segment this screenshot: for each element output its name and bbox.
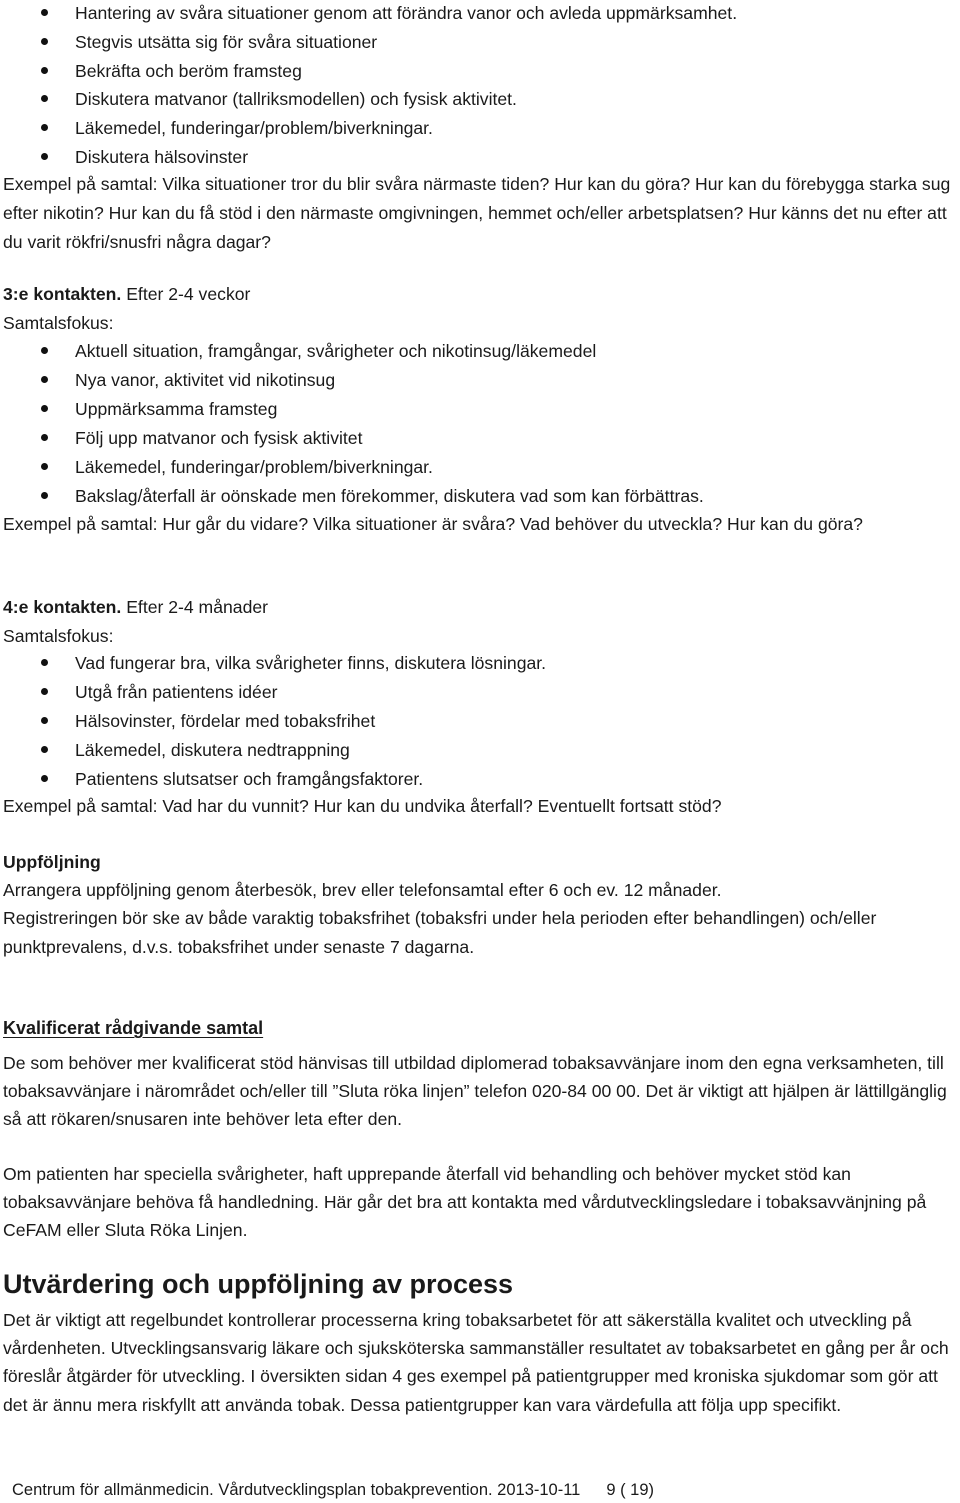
list-item: Bekräfta och beröm framsteg <box>0 57 960 86</box>
qualified-heading: Kvalificerat rådgivande samtal <box>3 1018 264 1038</box>
list-item: Läkemedel, funderingar/problem/biverkningar. <box>0 453 960 482</box>
list-item: Läkemedel, funderingar/problem/biverkningar. <box>0 114 960 143</box>
contact3-label: 3:e kontakten. <box>3 284 122 304</box>
list-item: Följ upp matvanor och fysisk aktivitet <box>0 424 960 453</box>
contact4-bullets <box>0 649 960 794</box>
list-item: Aktuell situation, framgångar, svårigheter och nikotinsug/läkemedel <box>0 337 960 366</box>
page-footer <box>12 1478 654 1502</box>
list-item: Läkemedel, diskutera nedtrappning <box>0 736 960 765</box>
followup-heading: Uppföljning <box>3 852 101 872</box>
list-item: Stegvis utsätta sig för svåra situationer <box>0 28 960 57</box>
contact3-bullets <box>0 337 960 511</box>
session-bullets <box>0 0 960 172</box>
example-conversation-1: Exempel på samtal: Vilka situationer tror du blir svåra närmaste tiden? Hur kan du göra? Hur kan du förebygga starka sug efter nikotin? Hur kan du få stöd i den närmaste omgivningen, hemmet och/eller arbetsplatsen? Hur känns det nu efter att du varit rökfri/snusfri några dagar? <box>3 174 951 252</box>
list-item: Patientens slutsatser och framgångsfaktorer. <box>0 765 960 794</box>
contact3-timing: Efter 2-4 veckor <box>121 284 251 304</box>
contact4-label: 4:e kontakten. <box>3 597 122 617</box>
footer-text: Centrum för allmänmedicin. Vårdutvecklingsplan tobakprevention. 2013-10-11 <box>12 1481 581 1499</box>
followup-line2: Registreringen bör ske av både varaktig tobaksfrihet (tobaksfri under hela perioden efter behandlingen) och/eller punktprevalens, d.v.s. tobaksfrihet under senaste 7 dagarna. <box>3 908 877 957</box>
followup-line1: Arrangera uppföljning genom återbesök, brev eller telefonsamtal efter 6 och ev. 12 månader. <box>3 880 722 900</box>
example-conversation-4: Exempel på samtal: Vad har du vunnit? Hur kan du undvika återfall? Eventuellt fortsatt stöd? <box>3 796 722 816</box>
contact4-heading <box>3 593 960 622</box>
list-item: Diskutera hälsovinster <box>0 143 960 172</box>
list-item: Hälsovinster, fördelar med tobaksfrihet <box>0 707 960 736</box>
list-item: Uppmärksamma framsteg <box>0 395 960 424</box>
qualified-para2: Om patienten har speciella svårigheter, haft upprepande återfall vid behandling och behöver mycket stöd kan tobaksavvänjare behöva få handledning. Här går det bra att kontakta med vårdutvecklingsledare i tobaksavvänjning på CeFAM eller Sluta Röka Linjen. <box>3 1164 927 1241</box>
contact4-focus-label: Samtalsfokus: <box>3 626 114 646</box>
contact3-heading <box>3 280 960 309</box>
list-item: Nya vanor, aktivitet vid nikotinsug <box>0 366 960 395</box>
page-number: 9 ( 19) <box>606 1481 655 1499</box>
evaluation-para: Det är viktigt att regelbundet kontrollerar processerna kring tobaksarbetet för att säkerställa kvalitet och utveckling på vårdenheten. Utvecklingsansvarig läkare och sjuksköterska sammanställer resultatet av tobaksarbetet en gång per år och föreslår åtgärder för utveckling. I översikten sidan 4 ges exempel på patientgrupper med kroniska sjukdomar som gör att det är ännu mera riskfyllt att använda tobak. Dessa patientgrupper kan vara värdefulla att följa upp specifikt. <box>3 1310 949 1415</box>
example-conversation-3: Exempel på samtal: Hur går du vidare? Vilka situationer är svåra? Vad behöver du utveckla? Hur kan du göra? <box>3 514 863 534</box>
evaluation-heading: Utvärdering och uppföljning av process <box>3 1269 514 1299</box>
list-item: Utgå från patientens idéer <box>0 678 960 707</box>
list-item: Diskutera matvanor (tallriksmodellen) och fysisk aktivitet. <box>0 85 960 114</box>
qualified-para1: De som behöver mer kvalificerat stöd hänvisas till utbildad diplomerad tobaksavvänjare inom den egna verksamheten, till tobaksavvänjare i närområdet och/eller till ”Sluta röka linjen” telefon 020-84 00 00. Det är viktigt att hjälpen är lättillgänglig så att rökaren/snusaren inte behöver leta efter den. <box>3 1053 947 1130</box>
list-item: Bakslag/återfall är oönskade men förekommer, diskutera vad som kan förbättras. <box>0 482 960 511</box>
list-item: Vad fungerar bra, vilka svårigheter finns, diskutera lösningar. <box>0 649 960 678</box>
contact4-timing: Efter 2-4 månader <box>121 597 268 617</box>
list-item: Hantering av svåra situationer genom att förändra vanor och avleda uppmärksamhet. <box>0 0 960 28</box>
contact3-focus-label: Samtalsfokus: <box>3 313 114 333</box>
